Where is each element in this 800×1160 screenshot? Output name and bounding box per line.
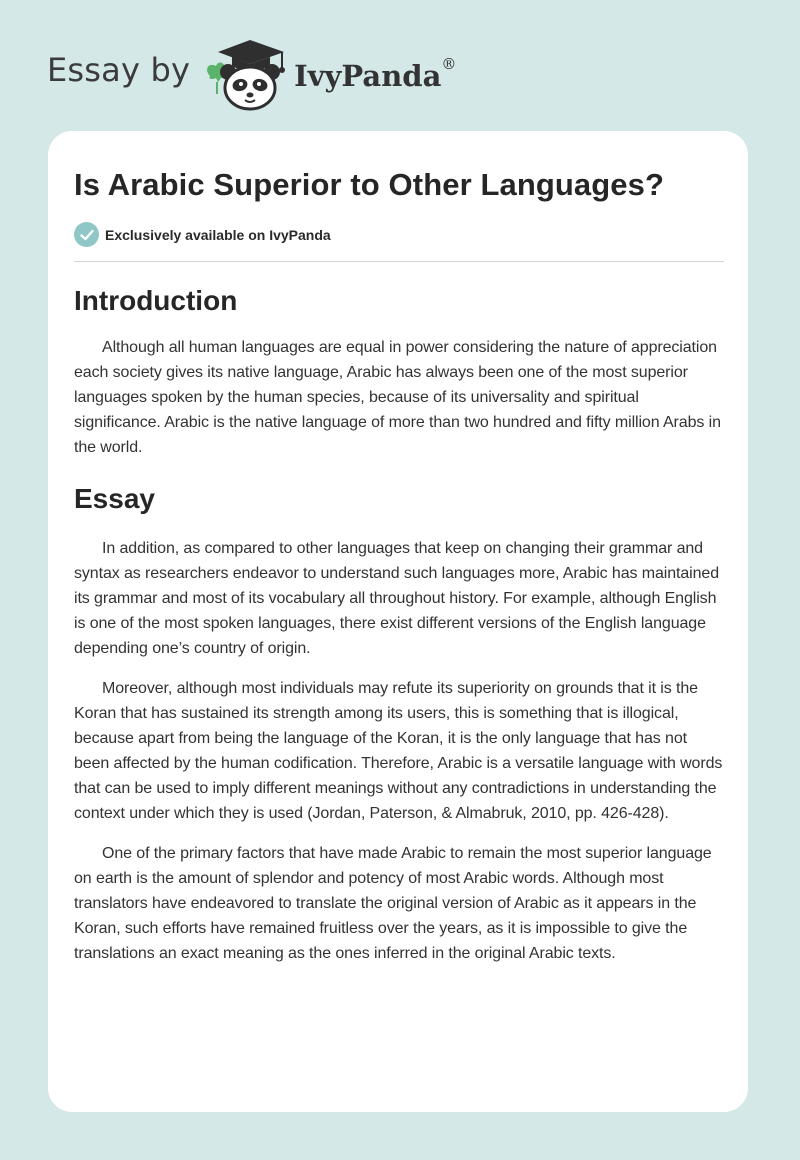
section-heading-essay: Essay xyxy=(74,483,155,514)
registered-mark: ® xyxy=(441,55,457,73)
brand-name[interactable]: IvyPanda® xyxy=(294,55,457,93)
essay-card xyxy=(48,131,748,1112)
paragraph: Although all human languages are equal in power considering the nature of appreciation each society gives its native language, Arabic has always been one of the most superior languages spoken by the human species, because of its universality and spiritual significance. Arabic is the native language of more than two hundred and fifty million Arabs in the world. xyxy=(74,339,721,456)
panda-graduate-logo-icon[interactable] xyxy=(204,36,290,112)
paragraph: Moreover, although most individuals may refute its superiority on grounds that it is the Koran that has sustained its strength among its users, this is something that is illogical, because apart from being the language of the Koran, it is the only language that has not been affected by the human codification. Therefore, Arabic is a versatile language with words that can be used to imply different meanings without any contradictions in understanding the context under which they is used (Jordan, Paterson, & Almabruk, 2010, pp. 426-428). xyxy=(74,680,723,822)
paragraph: One of the primary factors that have made Arabic to remain the most superior language on earth is the amount of splendor and potency of most Arabic words. Although most translators have endeavored to translate the original version of Arabic as it appears in the Koran, such efforts have remained fruitless over the years, as it is impossible to give the translations an exact meaning as the ones inferred in the original Arabic texts. xyxy=(74,845,712,962)
divider xyxy=(74,261,724,262)
brand-header xyxy=(47,36,456,112)
badge-text: Exclusively available on IvyPanda xyxy=(105,226,331,243)
section-heading-introduction: Introduction xyxy=(74,285,238,316)
exclusive-badge xyxy=(74,222,331,247)
essay-body xyxy=(74,284,724,981)
page-title: Is Arabic Superior to Other Languages? xyxy=(74,167,665,202)
paragraph: In addition, as compared to other languages that keep on changing their grammar and syntax as researchers endeavor to understand such languages more, Arabic has maintained its grammar and most of its vocabulary all throughout history. For example, although English is one of the most spoken languages, there exist different versions of the English language depending one’s country of origin. xyxy=(74,540,720,657)
check-circle-icon xyxy=(74,222,99,247)
brand-prefix: Essay by xyxy=(47,51,191,89)
